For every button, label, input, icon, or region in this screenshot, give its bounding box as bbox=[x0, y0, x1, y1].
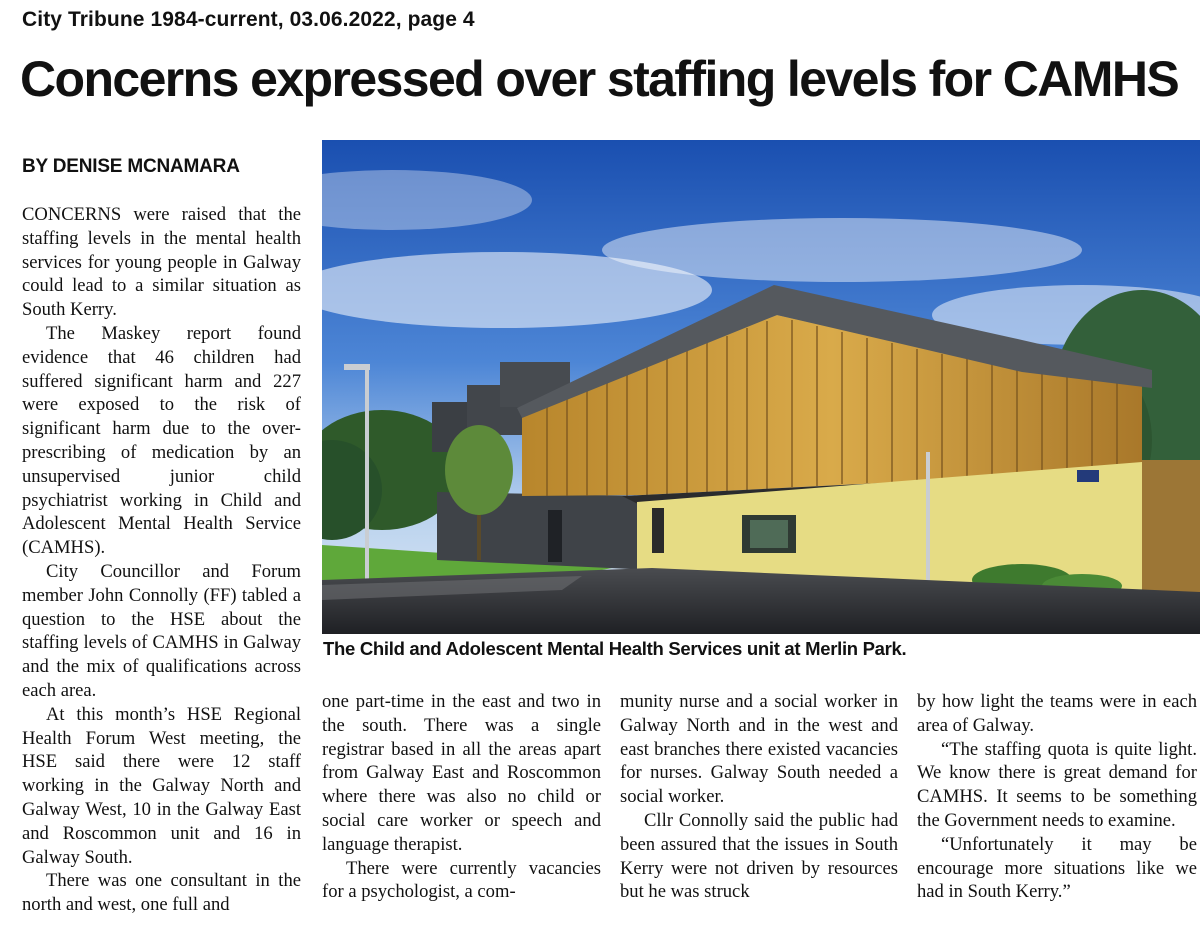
photo-caption: The Child and Adolescent Mental Health Services unit at Merlin Park. bbox=[323, 638, 907, 659]
article-column-3 bbox=[620, 690, 898, 928]
paragraph: At this month’s HSE Regional Health Forum West meeting, the HSE said there were 12 staff working in the Galway North and Galway West, 10 in the Galway East and Roscommon unit and 16 in Galway South. bbox=[22, 703, 301, 868]
paragraph: There were currently vacancies for a psychologist, a com- bbox=[322, 857, 601, 903]
source-line: City Tribune 1984-current, 03.06.2022, page 4 bbox=[22, 8, 475, 31]
paragraph: CONCERNS were raised that the staffing levels in the mental health services for young people in Galway could lead to a similar situation as South Kerry. bbox=[22, 204, 301, 321]
byline: BY DENISE MCNAMARA bbox=[22, 156, 240, 177]
paragraph: There was one consultant in the north and west, one full and bbox=[22, 870, 301, 916]
paragraph: by how light the teams were in each area of Galway. bbox=[917, 691, 1197, 736]
paragraph: “The staffing quota is quite light. We know there is great demand for CAMHS. It seems to be something the Government needs to examine. bbox=[917, 738, 1197, 831]
paragraph: The Maskey report found evidence that 46 children had suffered significant harm and 227 were exposed to the risk of significant harm due to the over-prescribing of medication by an unsupervised junior child psychiatrist working in Child and Adolescent Mental Health Service (CAMHS). bbox=[22, 322, 301, 559]
article-column-1 bbox=[22, 203, 301, 928]
paragraph: munity nurse and a social worker in Galway North and in the west and east branches there existed vacancies for nurses. Galway South needed a social worker. bbox=[620, 691, 898, 808]
headline: Concerns expressed over staffing levels for CAMHS bbox=[20, 51, 1179, 107]
paragraph: City Councillor and Forum member John Connolly (FF) tabled a question to the HSE about the staffing levels of CAMHS in Galway and the mix of qualifications across each area. bbox=[22, 560, 301, 701]
paragraph: “Unfortunately it may be encourage more situations like we had in South Kerry.” bbox=[917, 833, 1197, 903]
paragraph: Cllr Connolly said the public had been assured that the issues in South Kerry were not driven by resources but he was struck bbox=[620, 809, 898, 903]
article-column-2 bbox=[322, 690, 601, 928]
building-photo bbox=[322, 140, 1200, 634]
paragraph: one part-time in the east and two in the south. There was a single registrar based in all the areas apart from Galway East and Roscommon where there was also no child or social care worker or speech and language therapist. bbox=[322, 691, 601, 855]
article-column-4 bbox=[917, 690, 1197, 928]
